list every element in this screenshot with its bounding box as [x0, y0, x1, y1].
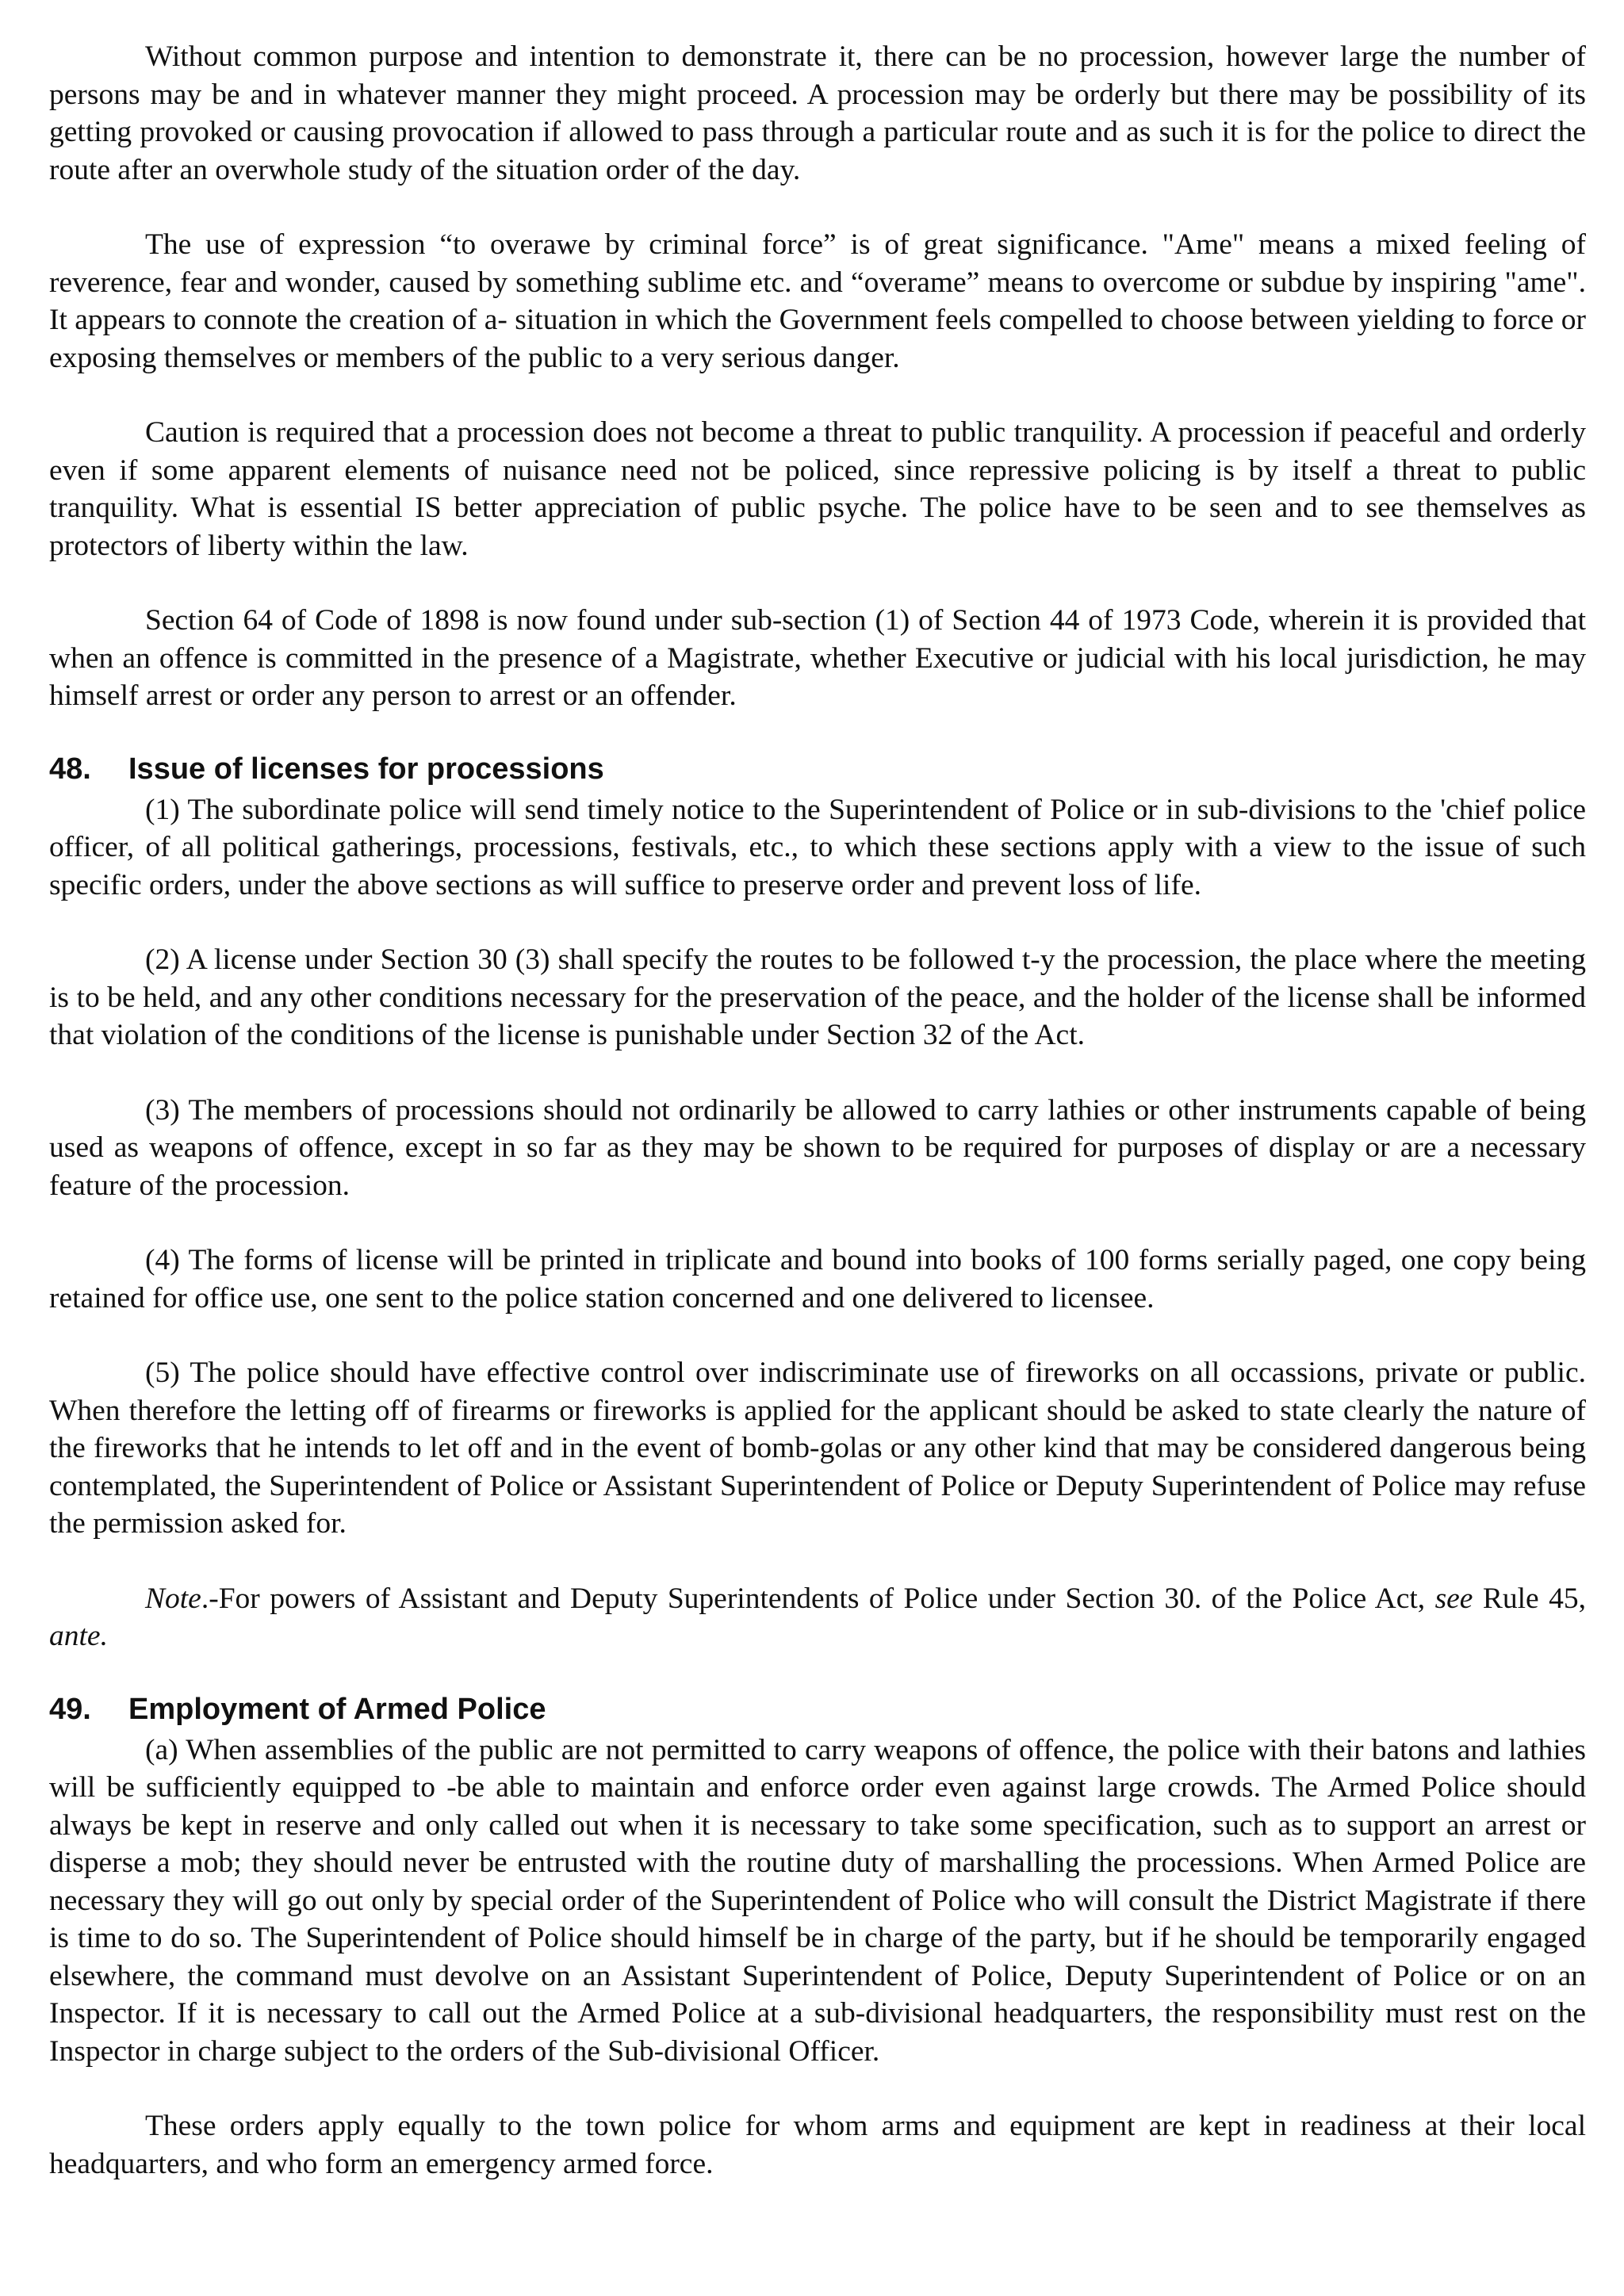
note-rule: Rule 45,: [1473, 1582, 1586, 1615]
section-48-clause-2: (2) A license under Section 30 (3) shall specify the routes to be followed t-y the procession, the place where the meeting is to be held, and any other conditions necessary for the preservation of the peace, and the holder of the license shall be informed that violation of the conditions of the license is punishable under Section 32 of the Act.: [49, 943, 1586, 1051]
note-label: Note: [145, 1582, 201, 1615]
note-text: .-For powers of Assistant and Deputy Superintendents of Police under Section 30. of the Police Act,: [201, 1582, 1435, 1615]
section-48-clause-1: (1) The subordinate police will send timely notice to the Superintendent of Police or in sub-divisions to the 'chief police officer, of all political gatherings, processions, festivals, etc., to which these sections apply with a view to the issue of such specific orders, under the above sections as will suffice to preserve order and prevent loss of life.: [49, 793, 1586, 901]
document-page: [49, 38, 1586, 2220]
section-48-number: 48.: [49, 752, 91, 786]
paragraph-procession-purpose: Without common purpose and intention to demonstrate it, there can be no procession, however large the number of persons may be and in whatever manner they might proceed. A procession may be orderly but there may be possibility of its getting provoked or causing provocation if allowed to pass through a particular route and as such it is for the police to direct the route after an overwhole study of the situation order of the day.: [49, 40, 1586, 186]
section-48-clause-5: (5) The police should have effective control over indiscriminate use of fireworks on all occassions, private or public. When therefore the letting off of firearms or fireworks is applied for the applicant should be asked to state clearly the nature of the fireworks that he intends to let off and in the event of bomb-golas or any other kind that may be considered dangerous being contemplated, the Superintendent of Police or Assistant Superintendent of Police or Deputy Superintendent of Police may refuse the permission asked for.: [49, 1357, 1586, 1540]
paragraph-overawe: The use of expression “to overawe by criminal force” is of great significance. "Ame" means a mixed feeling of reverence, fear and wonder, caused by something sublime etc. and “overame” means to overcome or subdue by inspiring "ame". It appears to connote the creation of a- situation in which the Government feels compelled to choose between yielding to force or exposing themselves or members of the public to a very serious danger.: [49, 228, 1586, 374]
section-49-number: 49.: [49, 1692, 91, 1726]
section-48-clause-3: (3) The members of processions should not ordinarily be allowed to carry lathies or other instruments capable of being used as weapons of offence, except in so far as they may be shown to be required for purposes of display or are a necessary feature of the procession.: [49, 1093, 1586, 1202]
section-48-note: [49, 1580, 1586, 1655]
note-ante: ante.: [49, 1620, 108, 1652]
section-49-town-police: These orders apply equally to the town police for whom arms and equipment are kept in readiness at their local headquarters, and who form an emergency armed force.: [49, 2110, 1586, 2180]
section-48-title: Issue of licenses for processions: [128, 752, 604, 786]
section-48-heading: [49, 750, 1586, 788]
section-49-clause-a: (a) When assemblies of the public are not permitted to carry weapons of offence, the police with their batons and lathies will be sufficiently equipped to -be able to maintain and enforce order even against large crowds. The Armed Police should always be kept in reserve and only called out when it is necessary to take some specification, such as to support an arrest or disperse a mob; they should never be entrusted with the routine duty of marshalling the processions. When Armed Police are necessary they will go out only by special order of the Superintendent of Police who will consult the District Magistrate if there is time to do so. The Superintendent of Police should himself be in charge of the party, but if he should be temporarily engaged elsewhere, the command must devolve on an Assistant Superintendent of Police, Deputy Superintendent of Police or on an Inspector. If it is necessary to call out the Armed Police at a sub-divisional headquarters, the responsibility must rest on the Inspector in charge subject to the orders of the Sub-divisional Officer.: [49, 1733, 1586, 2068]
section-49-title: Employment of Armed Police: [128, 1692, 546, 1726]
note-see: see: [1434, 1582, 1473, 1615]
paragraph-section-64: Section 64 of Code of 1898 is now found under sub-section (1) of Section 44 of 1973 Code, wherein it is provided that when an offence is committed in the presence of a Magistrate, whether Executive or judicial with his local jurisdiction, he may himself arrest or order any person to arrest or an offender.: [49, 604, 1586, 712]
section-48-clause-4: (4) The forms of license will be printed in triplicate and bound into books of 100 forms serially paged, one copy being retained for office use, one sent to the police station concerned and one delivered to licensee.: [49, 1244, 1586, 1314]
section-49-heading: [49, 1690, 1586, 1728]
paragraph-caution: Caution is required that a procession does not become a threat to public tranquility. A procession if peaceful and orderly even if some apparent elements of nuisance need not be policed, since repressive policing is by itself a threat to public tranquility. What is essential IS better appreciation of public psyche. The police have to be seen and to see themselves as protectors of liberty within the law.: [49, 416, 1586, 562]
